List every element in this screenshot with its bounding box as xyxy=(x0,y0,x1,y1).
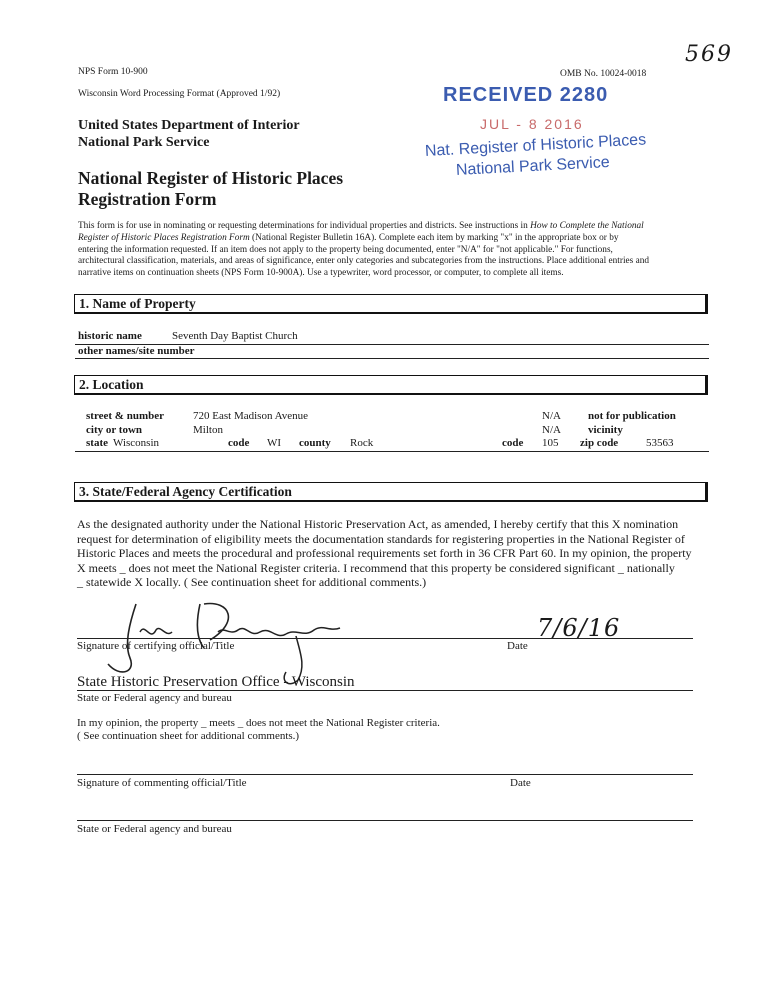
historic-name-label: historic name xyxy=(78,330,142,342)
received-stamp: RECEIVED 2280 xyxy=(443,84,609,106)
divider xyxy=(75,358,709,359)
not-for-publication-label: not for publication xyxy=(588,410,676,422)
received-date-stamp: JUL - 8 2016 xyxy=(480,116,584,132)
form-number: NPS Form 10-900 xyxy=(78,67,148,77)
opinion-statement: In my opinion, the property _ meets _ does not meet the National Register criteria. xyxy=(77,717,440,729)
county-code-value: 105 xyxy=(542,437,559,449)
street-value: 720 East Madison Avenue xyxy=(193,410,308,422)
commenting-signature-label: Signature of commenting official/Title xyxy=(77,777,247,789)
county-label: county xyxy=(299,437,331,449)
zip-label: zip code xyxy=(580,437,619,449)
section-1-header: 1. Name of Property xyxy=(74,294,708,314)
format-note: Wisconsin Word Processing Format (Approved 1/92) xyxy=(78,89,281,99)
certifying-office: State Historic Preservation Office - Wisconsin xyxy=(77,674,355,690)
zip-value: 53563 xyxy=(646,437,674,449)
section-3-header: 3. State/Federal Agency Certification xyxy=(74,482,708,502)
omb-number: OMB No. 10024-0018 xyxy=(560,69,647,79)
certification-statement: As the designated authority under the National Historic Preservation Act, as amended, I hereby certify that this X nomination request for determination of eligibility meets the documentation standards for registering properties in the National Register of Historic Places and meets the procedural and professional requirements set forth in 36 CFR Part 60. In my opinion, the property X meets _ does not meet the National Register criteria. I recommend that this property be considered significant _ nationally _ statewide X locally. ( See continuation sheet for additional comments.) xyxy=(77,517,692,590)
state-label: state xyxy=(86,437,108,449)
agency2-label: State or Federal agency and bureau xyxy=(77,823,232,835)
not-for-publication-na: N/A xyxy=(542,410,561,422)
vicinity-label: vicinity xyxy=(588,424,623,436)
agency2-line xyxy=(77,820,693,821)
page-mark-handwritten: 569 xyxy=(685,42,733,67)
state-value: Wisconsin xyxy=(113,437,159,449)
department-line-2: National Park Service xyxy=(78,135,210,150)
certifying-date-label: Date xyxy=(507,640,528,652)
agency-line xyxy=(77,690,693,691)
form-title-line-2: Registration Form xyxy=(78,189,217,209)
agency-label: State or Federal agency and bureau xyxy=(77,692,232,704)
street-label: street & number xyxy=(86,410,164,422)
other-names-label: other names/site number xyxy=(78,345,195,357)
state-code-label: code xyxy=(228,437,250,449)
opinion-continuation: ( See continuation sheet for additional comments.) xyxy=(77,730,300,742)
commenting-signature-line xyxy=(77,774,693,775)
instructions: This form is for use in nominating or requesting determinations for individual properties and districts. See instructions in How to Complete the National Register of Historic Places Registration Form (National Register Bulletin 16A). Complete each item by marking "x" in the appropriate box or by entering the information requested. If an item does not apply to the property being documented, enter "N/A" for "not applicable." For functions, architectural classification, materials, and areas of significance, enter only categories and subcategories from the instructions. Place additional entries and narrative items on continuation sheets (NPS Form 10-900A). Use a typewriter, word processor, or computer, to complete all items. xyxy=(78,221,650,279)
certifying-signature-label: Signature of certifying official/Title xyxy=(77,640,235,652)
historic-name-value: Seventh Day Baptist Church xyxy=(172,330,298,342)
city-value: Milton xyxy=(193,424,223,436)
commenting-date-label: Date xyxy=(510,777,531,789)
state-code-value: WI xyxy=(267,437,282,449)
register-stamp-line-2: National Park Service xyxy=(455,153,611,179)
form-title-line-1: National Register of Historic Places xyxy=(78,168,344,188)
county-code-label: code xyxy=(502,437,524,449)
department-line-1: United States Department of Interior xyxy=(78,118,300,133)
register-stamp-line-1: Nat. Register of Historic Places xyxy=(424,131,647,160)
vicinity-na: N/A xyxy=(542,424,561,436)
handwritten-date: 7/6/16 xyxy=(537,614,621,642)
city-label: city or town xyxy=(86,424,143,436)
divider xyxy=(75,451,709,452)
county-value: Rock xyxy=(350,437,374,449)
section-2-header: 2. Location xyxy=(74,375,708,395)
